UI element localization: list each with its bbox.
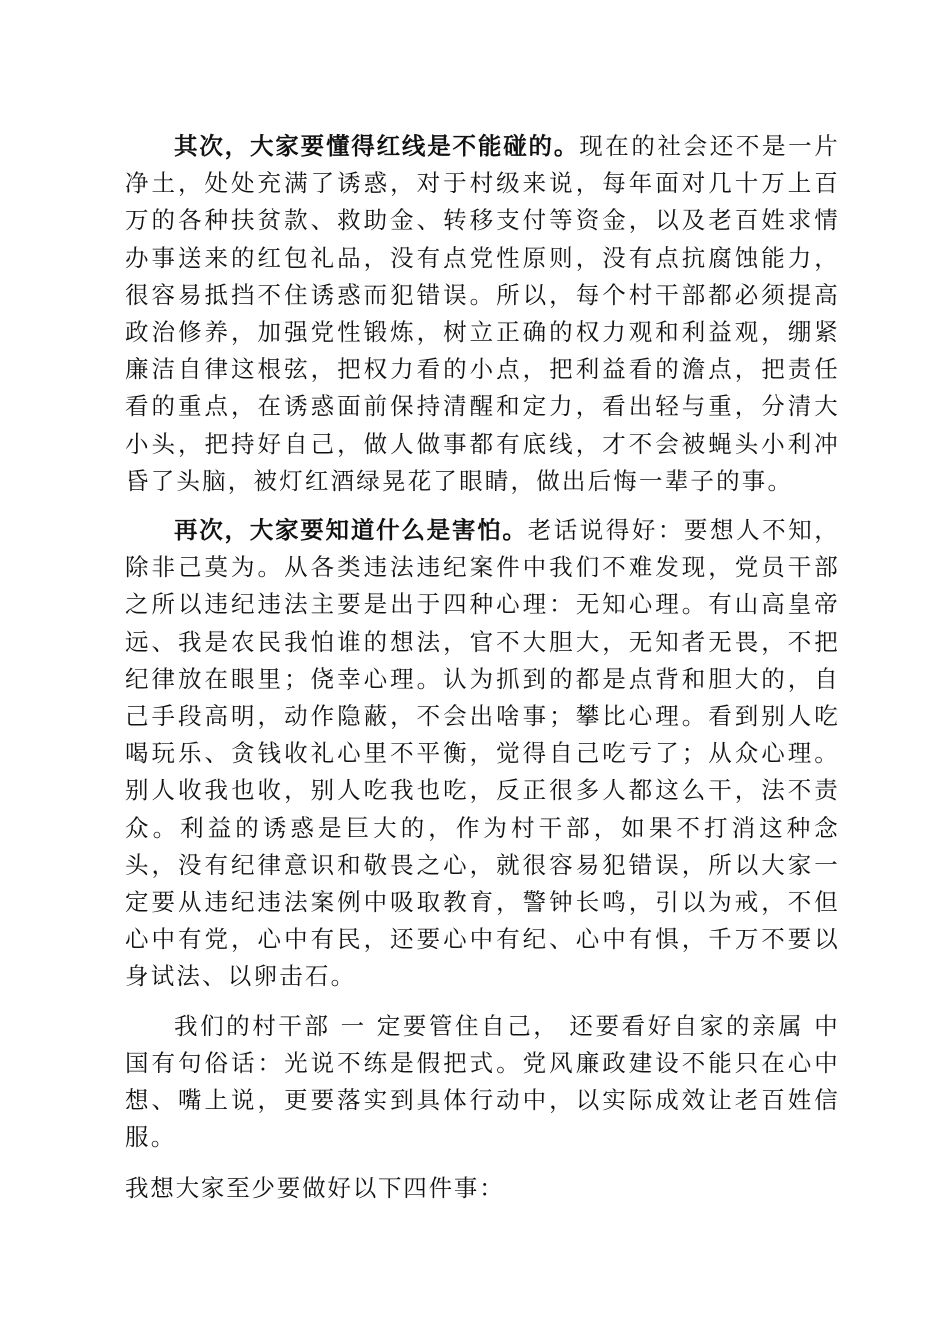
paragraph-village-cadres	[125, 1008, 840, 1157]
paragraph-lead: 其次，大家要懂得红线是不能碰的。	[174, 132, 580, 160]
paragraph-fear	[125, 512, 840, 996]
paragraph-body: 老话说得好：要想人不知，除非己莫为。从各类违法违纪案件中我们不难发现，党员干部之所以违纪违法主要是出于四种心理：无知心理。有山高皇帝远、我是农民我怕谁的想法，官不大胆大，无知者无畏，不把纪律放在眼里；侥幸心理。认为抓到的都是点背和胆大的，自己手段高明，动作隐蔽，不会出啥事；攀比心理。看到别人吃喝玩乐、贪钱收礼心里不平衡，觉得自己吃亏了；从众心理。别人收我也收，别人吃我也吃，反正很多人都这么干，法不责众。利益的诱惑是巨大的，作为村干部，如果不打消这种念头，没有纪律意识和敬畏之心，就很容易犯错误，所以大家一定要从违纪违法案例中吸取教育，警钟长鸣，引以为戒，不但心中有党，心中有民，还要心中有纪、心中有惧，千万不要以身试法、以卵击石。	[125, 516, 840, 991]
paragraph-red-line	[125, 128, 840, 500]
document-page	[125, 128, 840, 1208]
paragraph-lead: 再次，大家要知道什么是害怕。	[174, 516, 528, 545]
paragraph-body: 我想大家至少要做好以下四件事：	[125, 1174, 505, 1203]
paragraph-body: 现在的社会还不是一片净土，处处充满了诱惑，对于村级来说，每年面对几十万上百万的各种扶贫款、救助金、转移支付等资金，以及老百姓求情办事送来的红包礼品，没有点党性原则，没有点抗腐蚀能力，很容易抵挡不住诱惑而犯错误。所以，每个村干部都必须提高政治修养，加强党性锻炼，树立正确的权力观和利益观，绷紧廉洁自律这根弦，把权力看的小点，把利益看的澹点，把责任看的重点，在诱惑面前保持清醒和定力，看出轻与重，分清大小头，把持好自己，做人做事都有底线，才不会被蝇头小利冲昏了头脑，被灯红酒绿晃花了眼睛，做出后悔一辈子的事。	[125, 132, 841, 495]
paragraph-four-things	[125, 1170, 840, 1207]
paragraph-body: 我们的村干部 一 定要管住自己， 还要看好自家的亲属 中国有句俗话：光说不练是假把式。党风廉政建设不能只在心中 想、嘴上说，更要落实到具体行动中，以实际成效让老百姓信服。	[125, 1011, 840, 1152]
